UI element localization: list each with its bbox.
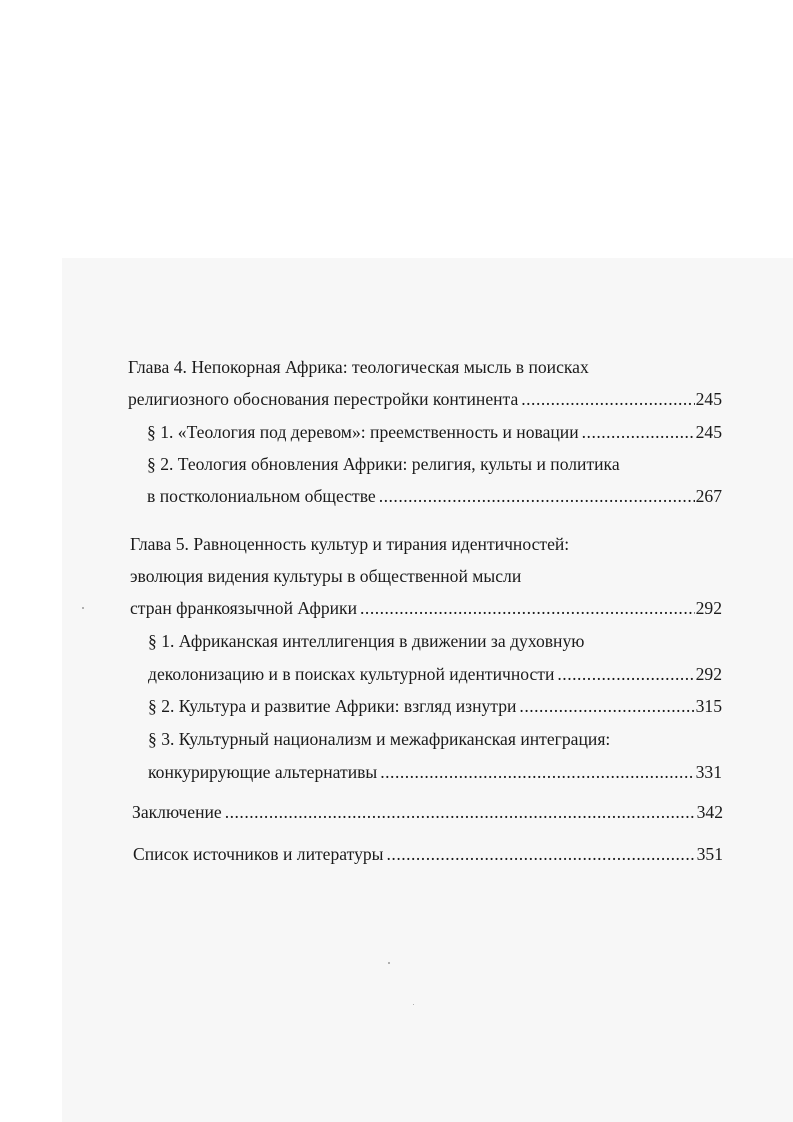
chapter-5-section-2-title: § 2. Культура и развитие Африки: взгляд изнутри — [148, 696, 517, 716]
bibliography-entry[interactable] — [133, 843, 723, 865]
chapter-5-section-3-title-line-2: конкурирующие альтернативы — [148, 762, 378, 782]
chapter-4-entry[interactable] — [128, 388, 722, 410]
chapter-5-page-number: 292 — [695, 598, 722, 618]
chapter-5-section-3-page-number: 331 — [695, 762, 722, 782]
conclusion-title: Заключение — [132, 802, 222, 822]
chapter-5-title-line-2: эволюция видения культуры в общественной мысли — [130, 566, 522, 586]
conclusion-entry[interactable] — [132, 801, 723, 823]
dot-leader — [521, 388, 694, 410]
chapter-5-section-2-page-number: 315 — [695, 696, 722, 716]
chapter-5-entry[interactable] — [130, 597, 722, 619]
chapter-4-section-2-title-line-1: § 2. Теология обновления Африки: религия, культы и политика — [147, 454, 620, 474]
dot-leader — [380, 761, 694, 783]
chapter-4-section-1-page-number: 245 — [695, 422, 722, 442]
chapter-5-section-1-page-number: 292 — [695, 664, 722, 684]
chapter-4-section-1-title: § 1. «Теология под деревом»: преемственность и новации — [147, 422, 579, 442]
chapter-5-section-1-entry[interactable] — [148, 663, 722, 685]
scan-speck — [413, 1004, 414, 1005]
chapter-4-section-1-entry[interactable] — [147, 421, 722, 443]
dot-leader — [557, 663, 694, 685]
dot-leader — [225, 801, 696, 823]
chapter-4-page-number: 245 — [695, 389, 722, 409]
scan-speck — [82, 607, 84, 609]
dot-leader — [387, 843, 696, 865]
chapter-5-title-line-1: Глава 5. Равноценность культур и тирания идентичностей: — [130, 534, 570, 554]
chapter-4-title-line-2: религиозного обоснования перестройки континента — [128, 389, 519, 409]
chapter-5-section-3-title-line-1: § 3. Культурный национализм и межафриканская интеграция: — [148, 729, 611, 749]
chapter-5-section-2-entry[interactable] — [148, 695, 722, 717]
chapter-4-title-line-1: Глава 4. Непокорная Африка: теологическая мысль в поисках — [128, 357, 589, 377]
dot-leader — [582, 421, 695, 443]
chapter-5-section-3-entry[interactable] — [148, 761, 722, 783]
chapter-5-section-1-title-line-1: § 1. Африканская интеллигенция в движении за духовную — [148, 631, 585, 651]
chapter-4-section-2-entry[interactable] — [147, 485, 722, 507]
dot-leader — [360, 597, 695, 619]
chapter-4-section-2-page-number: 267 — [695, 486, 722, 506]
dot-leader — [519, 695, 694, 717]
conclusion-page-number: 342 — [696, 802, 723, 822]
bibliography-page-number: 351 — [696, 844, 723, 864]
bibliography-title: Список источников и литературы — [133, 844, 384, 864]
dot-leader — [379, 485, 695, 507]
chapter-5-section-1-title-line-2: деколонизацию и в поисках культурной идентичности — [148, 664, 555, 684]
chapter-4-section-2-title-line-2: в постколониальном обществе — [147, 486, 376, 506]
chapter-5-title-line-3: стран франкоязычной Африки — [130, 598, 358, 618]
scan-speck — [388, 962, 390, 964]
